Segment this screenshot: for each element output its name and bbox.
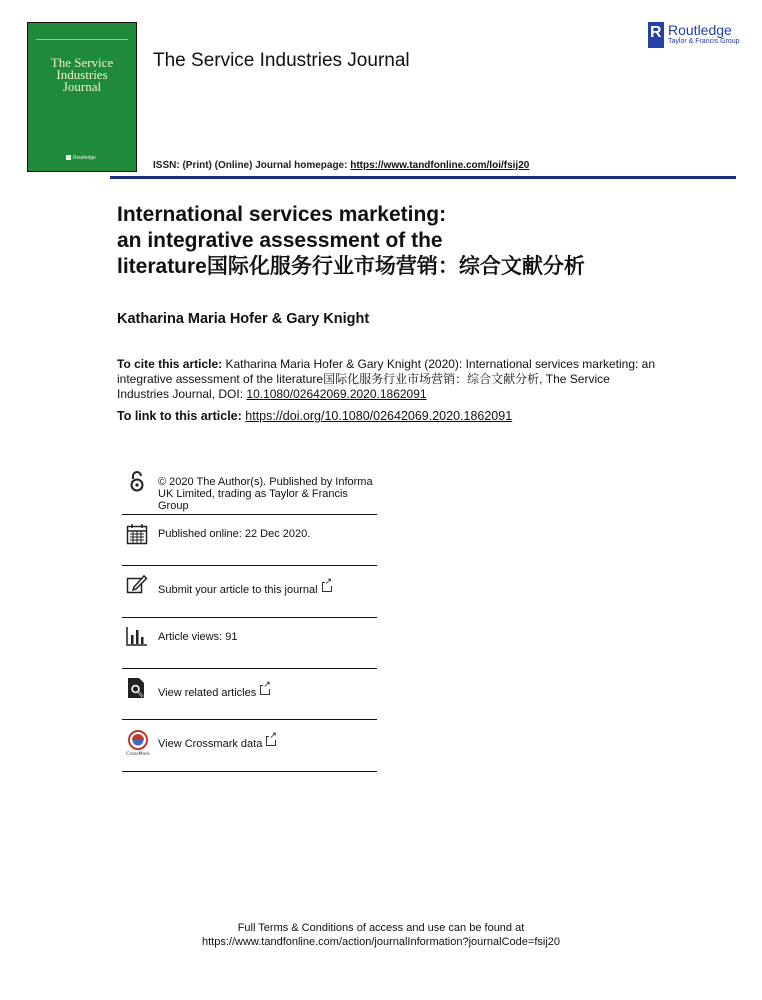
article-link-line — [117, 409, 512, 423]
calendar-icon — [126, 523, 148, 545]
article-doi-link[interactable]: https://doi.org/10.1080/02642069.2020.1862091 — [245, 409, 513, 423]
published-row — [122, 514, 377, 566]
cite-label: To cite this article: — [117, 357, 223, 371]
title-line-2: an integrative assessment of the — [117, 229, 443, 252]
cover-title: The Service Industries Journal — [50, 55, 114, 94]
submit-article-link[interactable] — [158, 582, 380, 596]
title-line-3: literature国际化服务行业市场营销：综合文献分析 — [117, 255, 585, 278]
journal-name: The Service Industries Journal — [153, 50, 410, 71]
edit-icon — [126, 573, 148, 595]
footer-terms-link[interactable]: https://www.tandfonline.com/action/journalInformation?journalCode=fsij20 — [201, 936, 560, 948]
related-articles-link[interactable] — [158, 685, 380, 699]
journal-cover — [27, 22, 137, 172]
publisher-subtitle: Taylor & Francis Group — [668, 38, 740, 45]
crossmark-link[interactable] — [158, 736, 380, 750]
cover-header-bar — [36, 29, 128, 40]
citation — [117, 357, 657, 402]
cite-doi-link[interactable]: 10.1080/02642069.2020.1862091 — [246, 387, 427, 401]
issn-label: ISSN: (Print) (Online) Journal homepage: — [153, 160, 351, 171]
article-authors: Katharina Maria Hofer & Gary Knight — [117, 311, 370, 327]
external-link-icon — [322, 582, 332, 592]
title-line-1: International services marketing: — [117, 203, 447, 226]
open-access-row — [122, 468, 377, 515]
related-articles-label: View related articles — [158, 687, 257, 699]
article-views: Article views: 91 — [158, 631, 238, 643]
crossmark-icon — [126, 730, 150, 756]
related-row[interactable] — [122, 668, 377, 720]
external-link-icon — [260, 685, 270, 695]
published-date: Published online: 22 Dec 2020. — [158, 528, 311, 540]
header-rule — [110, 176, 736, 179]
journal-homepage-link[interactable]: https://www.tandfonline.com/loi/fsij20 — [350, 160, 530, 171]
footer-terms-text: Full Terms & Conditions of access and use can be found at — [237, 922, 525, 934]
routledge-logo-icon — [648, 22, 664, 48]
open-access-text: © 2020 The Author(s). Published by Informa UK Limited, trading as Taylor & Francis Group — [158, 476, 373, 512]
open-access-icon — [126, 470, 148, 492]
cover-publisher: Routledge — [66, 155, 96, 161]
footer — [0, 921, 762, 949]
crossmark-row[interactable] — [122, 719, 377, 772]
publisher-name: Routledge — [668, 22, 732, 38]
issn-line — [153, 160, 529, 171]
cite-text: Katharina Maria Hofer & Gary Knight (2020): International services marketing: an integrative assessment of the literature国际化服务行业市场营销：综合文献分析, The Service Industries Journal, DOI: — [117, 357, 656, 401]
submit-article-label: Submit your article to this journal — [158, 584, 318, 596]
bar-chart-icon — [126, 625, 148, 647]
link-label: To link to this article: — [117, 409, 246, 423]
external-link-icon — [266, 736, 276, 746]
search-document-icon — [126, 677, 148, 699]
views-row — [122, 617, 377, 669]
crossmark-logo-text: CrossMark — [126, 752, 150, 756]
article-title — [117, 202, 677, 280]
crossmark-label: View Crossmark data — [158, 738, 263, 750]
publisher-logo — [648, 22, 743, 50]
submit-row[interactable] — [122, 565, 377, 618]
